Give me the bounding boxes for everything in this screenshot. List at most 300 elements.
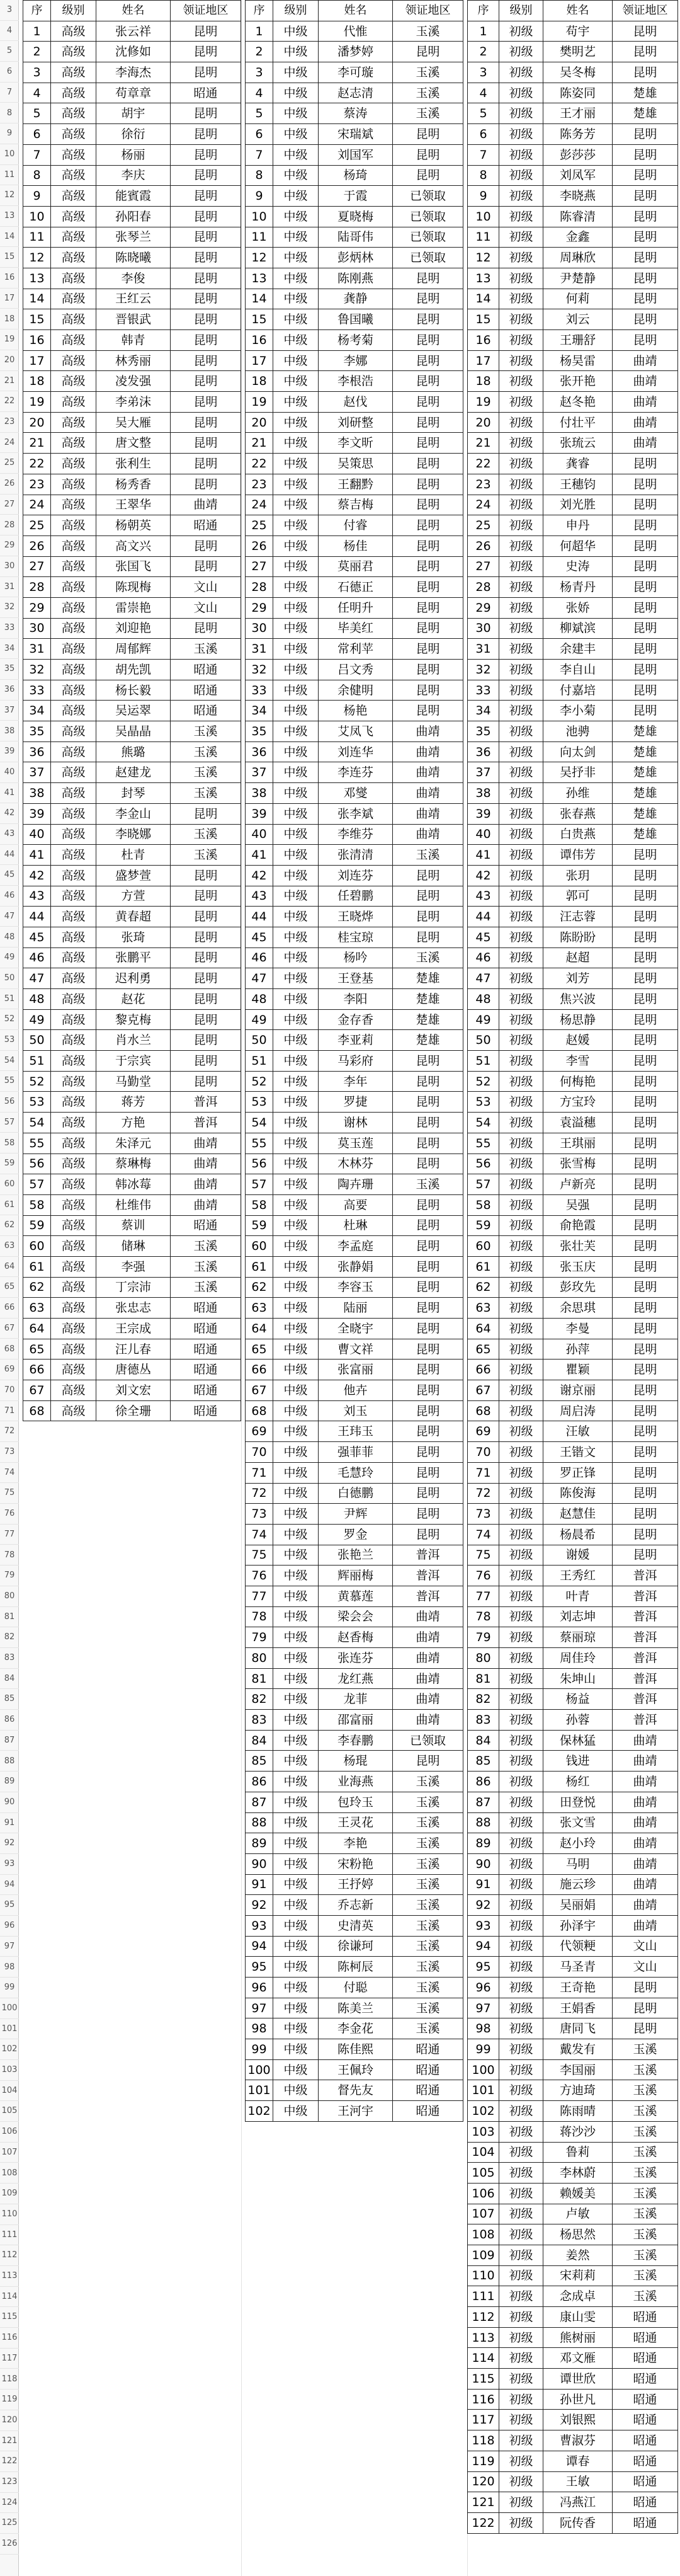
cell-seq[interactable]: 12 [468, 248, 499, 268]
cell-region[interactable]: 昆明 [613, 227, 678, 248]
cell-region[interactable]: 昆明 [613, 577, 678, 598]
cell-seq[interactable]: 11 [23, 227, 51, 248]
cell-name[interactable]: 汪敏 [543, 1421, 613, 1442]
cell-seq[interactable]: 27 [23, 556, 51, 577]
cell-level[interactable]: 初级 [499, 1895, 543, 1916]
cell-seq[interactable]: 118 [468, 2430, 499, 2451]
cell-seq[interactable]: 2 [23, 42, 51, 62]
cell-region[interactable]: 昭通 [613, 2369, 678, 2390]
cell-region[interactable]: 昭通 [171, 1319, 241, 1339]
cell-seq[interactable]: 35 [246, 721, 273, 742]
cell-name[interactable]: 韩冰莓 [96, 1174, 171, 1195]
cell-region[interactable]: 昆明 [613, 1051, 678, 1072]
cell-level[interactable]: 高级 [51, 227, 96, 248]
cell-name[interactable]: 张琦 [96, 927, 171, 947]
cell-name[interactable]: 包玲玉 [319, 1792, 393, 1812]
cell-name[interactable]: 赵伐 [319, 392, 393, 413]
cell-name[interactable]: 罗捷 [319, 1092, 393, 1113]
cell-name[interactable]: 杨长毅 [96, 680, 171, 701]
cell-level[interactable]: 初级 [499, 741, 543, 762]
cell-region[interactable]: 昆明 [613, 248, 678, 268]
cell-region[interactable]: 昆明 [171, 21, 241, 42]
cell-name[interactable]: 罗金 [319, 1524, 393, 1545]
cell-level[interactable]: 初级 [499, 989, 543, 1010]
cell-name[interactable]: 高要 [319, 1194, 393, 1215]
row-number[interactable]: 99 [0, 1978, 19, 1998]
row-number[interactable]: 13 [0, 206, 19, 227]
cell-name[interactable]: 方萱 [96, 886, 171, 907]
cell-region[interactable]: 昆明 [171, 371, 241, 392]
cell-name[interactable]: 陈务芳 [543, 124, 613, 145]
cell-name[interactable]: 夏晓梅 [319, 206, 393, 227]
cell-name[interactable]: 李晓燕 [543, 186, 613, 207]
cell-level[interactable]: 初级 [499, 515, 543, 536]
cell-name[interactable]: 胡宇 [96, 103, 171, 124]
cell-region[interactable]: 昆明 [393, 639, 463, 660]
cell-name[interactable]: 沈修如 [96, 42, 171, 62]
cell-level[interactable]: 高级 [51, 1400, 96, 1421]
cell-name[interactable]: 李阳 [319, 989, 393, 1010]
cell-seq[interactable]: 95 [246, 1957, 273, 1978]
cell-region[interactable]: 昆明 [613, 968, 678, 989]
cell-level[interactable]: 中级 [273, 1833, 319, 1854]
cell-level[interactable]: 初级 [499, 2512, 543, 2533]
cell-level[interactable]: 初级 [499, 2080, 543, 2101]
cell-level[interactable]: 初级 [499, 1298, 543, 1319]
cell-region[interactable]: 曲靖 [393, 1668, 463, 1689]
cell-region[interactable]: 昆明 [613, 1319, 678, 1339]
cell-region[interactable]: 曲靖 [171, 495, 241, 515]
cell-region[interactable]: 玉溪 [393, 1998, 463, 2018]
cell-region[interactable]: 昆明 [613, 660, 678, 680]
cell-name[interactable]: 吴晶晶 [96, 721, 171, 742]
cell-level[interactable]: 高级 [51, 495, 96, 515]
cell-level[interactable]: 初级 [499, 2018, 543, 2039]
cell-name[interactable]: 王佩玲 [319, 2059, 393, 2080]
cell-region[interactable]: 昆明 [613, 330, 678, 351]
row-number[interactable]: 36 [0, 680, 19, 701]
cell-level[interactable]: 中级 [273, 1194, 319, 1215]
cell-region[interactable]: 玉溪 [393, 62, 463, 83]
cell-region[interactable]: 昆明 [613, 1380, 678, 1401]
cell-seq[interactable]: 117 [468, 2410, 499, 2430]
cell-level[interactable]: 中级 [273, 1360, 319, 1380]
cell-name[interactable]: 王珊舒 [543, 330, 613, 351]
row-number[interactable]: 69 [0, 1360, 19, 1380]
cell-region[interactable]: 文山 [613, 1957, 678, 1978]
cell-level[interactable]: 初级 [499, 2451, 543, 2471]
cell-name[interactable]: 王娟香 [543, 1998, 613, 2018]
cell-seq[interactable]: 21 [246, 433, 273, 454]
cell-name[interactable]: 郭可 [543, 886, 613, 907]
cell-seq[interactable]: 102 [246, 2101, 273, 2122]
cell-seq[interactable]: 47 [246, 968, 273, 989]
cell-name[interactable]: 刘国军 [319, 144, 393, 165]
cell-seq[interactable]: 51 [246, 1051, 273, 1072]
cell-level[interactable]: 初级 [499, 42, 543, 62]
cell-region[interactable]: 昆明 [613, 21, 678, 42]
row-number[interactable]: 108 [0, 2163, 19, 2184]
cell-level[interactable]: 初级 [499, 1092, 543, 1113]
cell-region[interactable]: 曲靖 [613, 1751, 678, 1772]
cell-seq[interactable]: 7 [23, 144, 51, 165]
cell-name[interactable]: 杜维伟 [96, 1194, 171, 1215]
cell-seq[interactable]: 34 [23, 701, 51, 721]
cell-region[interactable]: 昆明 [393, 1071, 463, 1092]
cell-region[interactable]: 曲靖 [613, 412, 678, 433]
cell-seq[interactable]: 21 [23, 433, 51, 454]
cell-name[interactable]: 刘迎艳 [96, 618, 171, 639]
cell-name[interactable]: 方宝玲 [543, 1092, 613, 1113]
cell-region[interactable]: 曲靖 [393, 1710, 463, 1731]
cell-level[interactable]: 中级 [273, 2080, 319, 2101]
cell-region[interactable]: 昆明 [613, 1256, 678, 1277]
row-number[interactable]: 37 [0, 701, 19, 721]
cell-level[interactable]: 初级 [499, 144, 543, 165]
cell-name[interactable]: 龙红燕 [319, 1668, 393, 1689]
cell-name[interactable]: 谭伟芳 [543, 845, 613, 866]
cell-name[interactable]: 付壮平 [543, 412, 613, 433]
cell-seq[interactable]: 30 [468, 618, 499, 639]
cell-level[interactable]: 初级 [499, 248, 543, 268]
cell-region[interactable]: 昆明 [613, 639, 678, 660]
cell-level[interactable]: 高级 [51, 762, 96, 783]
cell-name[interactable]: 李雪 [543, 1051, 613, 1072]
cell-seq[interactable]: 81 [468, 1668, 499, 1689]
cell-region[interactable]: 昆明 [613, 1442, 678, 1463]
cell-seq[interactable]: 66 [23, 1360, 51, 1380]
cell-name[interactable]: 刘芳 [543, 968, 613, 989]
row-number[interactable]: 54 [0, 1051, 19, 1072]
cell-region[interactable]: 昆明 [171, 947, 241, 968]
cell-name[interactable]: 陈现梅 [96, 577, 171, 598]
cell-level[interactable]: 中级 [273, 454, 319, 474]
cell-seq[interactable]: 2 [468, 42, 499, 62]
row-number[interactable]: 68 [0, 1339, 19, 1360]
cell-region[interactable]: 玉溪 [171, 762, 241, 783]
cell-level[interactable]: 高级 [51, 1153, 96, 1174]
row-number[interactable]: 75 [0, 1483, 19, 1504]
cell-seq[interactable]: 31 [23, 639, 51, 660]
cell-seq[interactable]: 23 [468, 474, 499, 495]
cell-level[interactable]: 初级 [499, 2307, 543, 2328]
cell-level[interactable]: 高级 [51, 803, 96, 824]
cell-level[interactable]: 高级 [51, 21, 96, 42]
cell-seq[interactable]: 84 [468, 1730, 499, 1751]
cell-seq[interactable]: 83 [468, 1710, 499, 1731]
cell-region[interactable]: 楚雄 [393, 989, 463, 1010]
row-number[interactable]: 109 [0, 2184, 19, 2204]
cell-level[interactable]: 初级 [499, 474, 543, 495]
row-number[interactable]: 103 [0, 2060, 19, 2081]
cell-region[interactable]: 昆明 [613, 989, 678, 1010]
cell-region[interactable]: 昆明 [393, 268, 463, 289]
row-number[interactable]: 121 [0, 2431, 19, 2452]
cell-name[interactable]: 刘研整 [319, 412, 393, 433]
row-number[interactable]: 88 [0, 1751, 19, 1772]
cell-level[interactable]: 中级 [273, 845, 319, 866]
cell-name[interactable]: 王河宇 [319, 2101, 393, 2122]
cell-level[interactable]: 初级 [499, 1812, 543, 1833]
cell-seq[interactable]: 66 [246, 1360, 273, 1380]
cell-region[interactable]: 昭通 [171, 83, 241, 103]
cell-seq[interactable]: 37 [23, 762, 51, 783]
cell-level[interactable]: 中级 [273, 1874, 319, 1895]
cell-level[interactable]: 中级 [273, 144, 319, 165]
cell-name[interactable]: 罗正锋 [543, 1462, 613, 1483]
row-number[interactable]: 120 [0, 2410, 19, 2431]
cell-region[interactable]: 昆明 [393, 660, 463, 680]
cell-region[interactable]: 昆明 [393, 330, 463, 351]
cell-region[interactable]: 昆明 [613, 2018, 678, 2039]
cell-region[interactable]: 昆明 [171, 412, 241, 433]
cell-level[interactable]: 中级 [273, 741, 319, 762]
cell-name[interactable]: 汪志蓉 [543, 907, 613, 927]
cell-region[interactable]: 昆明 [393, 1524, 463, 1545]
cell-region[interactable]: 昆明 [393, 680, 463, 701]
cell-seq[interactable]: 47 [468, 968, 499, 989]
cell-level[interactable]: 高级 [51, 1215, 96, 1236]
cell-name[interactable]: 何超华 [543, 535, 613, 556]
cell-name[interactable]: 陶卉珊 [319, 1174, 393, 1195]
cell-name[interactable]: 张玥 [543, 865, 613, 886]
cell-region[interactable]: 昆明 [613, 206, 678, 227]
row-number[interactable]: 23 [0, 412, 19, 433]
cell-name[interactable]: 李强 [96, 1256, 171, 1277]
cell-level[interactable]: 高级 [51, 1236, 96, 1257]
header-cell[interactable]: 序 [23, 1, 51, 21]
row-number[interactable]: 38 [0, 721, 19, 742]
cell-level[interactable]: 高级 [51, 433, 96, 454]
row-number[interactable]: 15 [0, 247, 19, 268]
cell-level[interactable]: 中级 [273, 42, 319, 62]
cell-seq[interactable]: 112 [468, 2307, 499, 2328]
cell-seq[interactable]: 121 [468, 2492, 499, 2513]
cell-level[interactable]: 高级 [51, 907, 96, 927]
cell-seq[interactable]: 86 [468, 1772, 499, 1792]
cell-level[interactable]: 高级 [51, 1256, 96, 1277]
row-number[interactable]: 9 [0, 123, 19, 144]
cell-name[interactable]: 蒋芳 [96, 1092, 171, 1113]
cell-seq[interactable]: 100 [246, 2059, 273, 2080]
row-number[interactable]: 93 [0, 1854, 19, 1875]
cell-seq[interactable]: 61 [468, 1256, 499, 1277]
cell-level[interactable]: 初级 [499, 824, 543, 845]
row-number[interactable]: 90 [0, 1792, 19, 1813]
cell-region[interactable]: 昆明 [171, 618, 241, 639]
cell-level[interactable]: 高级 [51, 968, 96, 989]
cell-level[interactable]: 高级 [51, 1113, 96, 1133]
cell-seq[interactable]: 30 [246, 618, 273, 639]
cell-seq[interactable]: 100 [468, 2059, 499, 2080]
cell-name[interactable]: 任明升 [319, 597, 393, 618]
cell-seq[interactable]: 90 [468, 1853, 499, 1874]
cell-level[interactable]: 中级 [273, 577, 319, 598]
cell-region[interactable]: 昆明 [393, 1277, 463, 1298]
cell-region[interactable]: 昆明 [613, 268, 678, 289]
cell-seq[interactable]: 75 [246, 1545, 273, 1566]
cell-seq[interactable]: 34 [246, 701, 273, 721]
cell-seq[interactable]: 95 [468, 1957, 499, 1978]
cell-region[interactable]: 玉溪 [393, 1853, 463, 1874]
cell-seq[interactable]: 64 [23, 1319, 51, 1339]
cell-seq[interactable]: 4 [23, 83, 51, 103]
cell-seq[interactable]: 79 [246, 1627, 273, 1648]
cell-name[interactable]: 黎克梅 [96, 1009, 171, 1030]
cell-region[interactable]: 玉溪 [393, 1957, 463, 1978]
cell-level[interactable]: 初级 [499, 2142, 543, 2163]
cell-region[interactable]: 昆明 [613, 1524, 678, 1545]
cell-level[interactable]: 中级 [273, 2059, 319, 2080]
cell-region[interactable]: 昆明 [613, 1421, 678, 1442]
cell-level[interactable]: 中级 [273, 350, 319, 371]
cell-seq[interactable]: 99 [468, 2039, 499, 2060]
cell-region[interactable]: 昭通 [393, 2039, 463, 2060]
cell-seq[interactable]: 53 [23, 1092, 51, 1113]
cell-level[interactable]: 中级 [273, 1895, 319, 1916]
cell-level[interactable]: 中级 [273, 1153, 319, 1174]
cell-seq[interactable]: 101 [468, 2080, 499, 2101]
cell-name[interactable]: 白德鹏 [319, 1483, 393, 1504]
cell-seq[interactable]: 23 [246, 474, 273, 495]
header-cell[interactable]: 级别 [51, 1, 96, 21]
cell-seq[interactable]: 61 [23, 1256, 51, 1277]
cell-seq[interactable]: 59 [468, 1215, 499, 1236]
cell-level[interactable]: 初级 [499, 21, 543, 42]
cell-name[interactable]: 张鹏平 [96, 947, 171, 968]
cell-name[interactable]: 杨益 [543, 1689, 613, 1710]
cell-level[interactable]: 初级 [499, 2471, 543, 2492]
cell-seq[interactable]: 15 [23, 309, 51, 330]
cell-seq[interactable]: 52 [23, 1071, 51, 1092]
cell-name[interactable]: 杨艳 [319, 701, 393, 721]
cell-name[interactable]: 张雪梅 [543, 1153, 613, 1174]
cell-region[interactable]: 玉溪 [393, 947, 463, 968]
row-number[interactable]: 45 [0, 865, 19, 886]
cell-name[interactable]: 吴强 [543, 1194, 613, 1215]
row-number[interactable]: 47 [0, 907, 19, 927]
cell-name[interactable]: 刘云 [543, 309, 613, 330]
cell-level[interactable]: 中级 [273, 1380, 319, 1401]
cell-name[interactable]: 陈雨晴 [543, 2101, 613, 2122]
cell-seq[interactable]: 66 [468, 1360, 499, 1380]
row-number[interactable]: 50 [0, 968, 19, 989]
cell-name[interactable]: 于宗宾 [96, 1051, 171, 1072]
cell-name[interactable]: 张利生 [96, 454, 171, 474]
cell-level[interactable]: 初级 [499, 1215, 543, 1236]
cell-level[interactable]: 中级 [273, 1442, 319, 1463]
cell-name[interactable]: 业海燕 [319, 1772, 393, 1792]
cell-seq[interactable]: 74 [246, 1524, 273, 1545]
cell-region[interactable]: 昆明 [171, 556, 241, 577]
cell-seq[interactable]: 65 [246, 1339, 273, 1360]
cell-seq[interactable]: 20 [23, 412, 51, 433]
cell-region[interactable]: 玉溪 [393, 1833, 463, 1854]
cell-region[interactable]: 昭通 [613, 2451, 678, 2471]
cell-name[interactable]: 瞿颖 [543, 1360, 613, 1380]
cell-level[interactable]: 中级 [273, 1957, 319, 1978]
cell-seq[interactable]: 60 [468, 1236, 499, 1257]
cell-level[interactable]: 中级 [273, 1812, 319, 1833]
cell-level[interactable]: 中级 [273, 1071, 319, 1092]
cell-region[interactable]: 昆明 [393, 1133, 463, 1153]
cell-level[interactable]: 中级 [273, 1051, 319, 1072]
cell-seq[interactable]: 3 [468, 62, 499, 83]
cell-region[interactable]: 昆明 [613, 309, 678, 330]
cell-level[interactable]: 初级 [499, 412, 543, 433]
cell-region[interactable]: 昆明 [171, 309, 241, 330]
cell-region[interactable]: 昆明 [393, 392, 463, 413]
cell-seq[interactable]: 18 [468, 371, 499, 392]
cell-region[interactable]: 玉溪 [613, 2183, 678, 2204]
cell-level[interactable]: 中级 [273, 1936, 319, 1957]
cell-level[interactable]: 中级 [273, 535, 319, 556]
cell-level[interactable]: 中级 [273, 1277, 319, 1298]
row-number[interactable]: 44 [0, 845, 19, 866]
row-number[interactable]: 91 [0, 1813, 19, 1834]
cell-seq[interactable]: 77 [468, 1586, 499, 1606]
row-number[interactable]: 4 [0, 21, 19, 42]
cell-level[interactable]: 高级 [51, 1174, 96, 1195]
cell-name[interactable]: 潘梦婷 [319, 42, 393, 62]
row-number[interactable]: 74 [0, 1463, 19, 1484]
cell-level[interactable]: 中级 [273, 1978, 319, 1998]
cell-name[interactable]: 李林蔚 [543, 2163, 613, 2184]
cell-region[interactable]: 曲靖 [393, 824, 463, 845]
row-number[interactable]: 114 [0, 2287, 19, 2308]
cell-region[interactable]: 曲靖 [613, 1812, 678, 1833]
cell-region[interactable]: 昆明 [393, 1380, 463, 1401]
cell-seq[interactable]: 33 [246, 680, 273, 701]
cell-region[interactable]: 昭通 [171, 515, 241, 536]
cell-name[interactable]: 熊树丽 [543, 2327, 613, 2348]
cell-level[interactable]: 初级 [499, 1153, 543, 1174]
cell-region[interactable]: 昆明 [393, 1153, 463, 1174]
row-number[interactable]: 18 [0, 309, 19, 330]
cell-region[interactable]: 昆明 [171, 62, 241, 83]
cell-level[interactable]: 高级 [51, 927, 96, 947]
cell-seq[interactable]: 88 [468, 1812, 499, 1833]
cell-name[interactable]: 樊明艺 [543, 42, 613, 62]
cell-seq[interactable]: 26 [246, 535, 273, 556]
cell-region[interactable]: 昭通 [171, 1339, 241, 1360]
row-number[interactable]: 106 [0, 2122, 19, 2143]
cell-level[interactable]: 中级 [273, 783, 319, 804]
cell-name[interactable]: 邓文雁 [543, 2348, 613, 2369]
cell-region[interactable]: 普洱 [613, 1566, 678, 1586]
row-number[interactable]: 112 [0, 2245, 19, 2266]
cell-name[interactable]: 陈佳熙 [319, 2039, 393, 2060]
cell-seq[interactable]: 22 [246, 454, 273, 474]
cell-region[interactable]: 昆明 [171, 42, 241, 62]
cell-region[interactable]: 昆明 [613, 1339, 678, 1360]
row-number[interactable]: 55 [0, 1071, 19, 1092]
cell-seq[interactable]: 96 [468, 1978, 499, 1998]
cell-seq[interactable]: 52 [246, 1071, 273, 1092]
cell-seq[interactable]: 6 [246, 124, 273, 145]
cell-seq[interactable]: 63 [23, 1298, 51, 1319]
cell-level[interactable]: 初级 [499, 803, 543, 824]
cell-name[interactable]: 彭莎莎 [543, 144, 613, 165]
cell-name[interactable]: 杨琨 [319, 1751, 393, 1772]
cell-level[interactable]: 初级 [499, 1853, 543, 1874]
cell-seq[interactable]: 3 [23, 62, 51, 83]
cell-seq[interactable]: 1 [246, 21, 273, 42]
cell-seq[interactable]: 65 [23, 1339, 51, 1360]
cell-region[interactable]: 昆明 [613, 865, 678, 886]
cell-level[interactable]: 高级 [51, 1133, 96, 1153]
cell-name[interactable]: 王抒婷 [319, 1874, 393, 1895]
